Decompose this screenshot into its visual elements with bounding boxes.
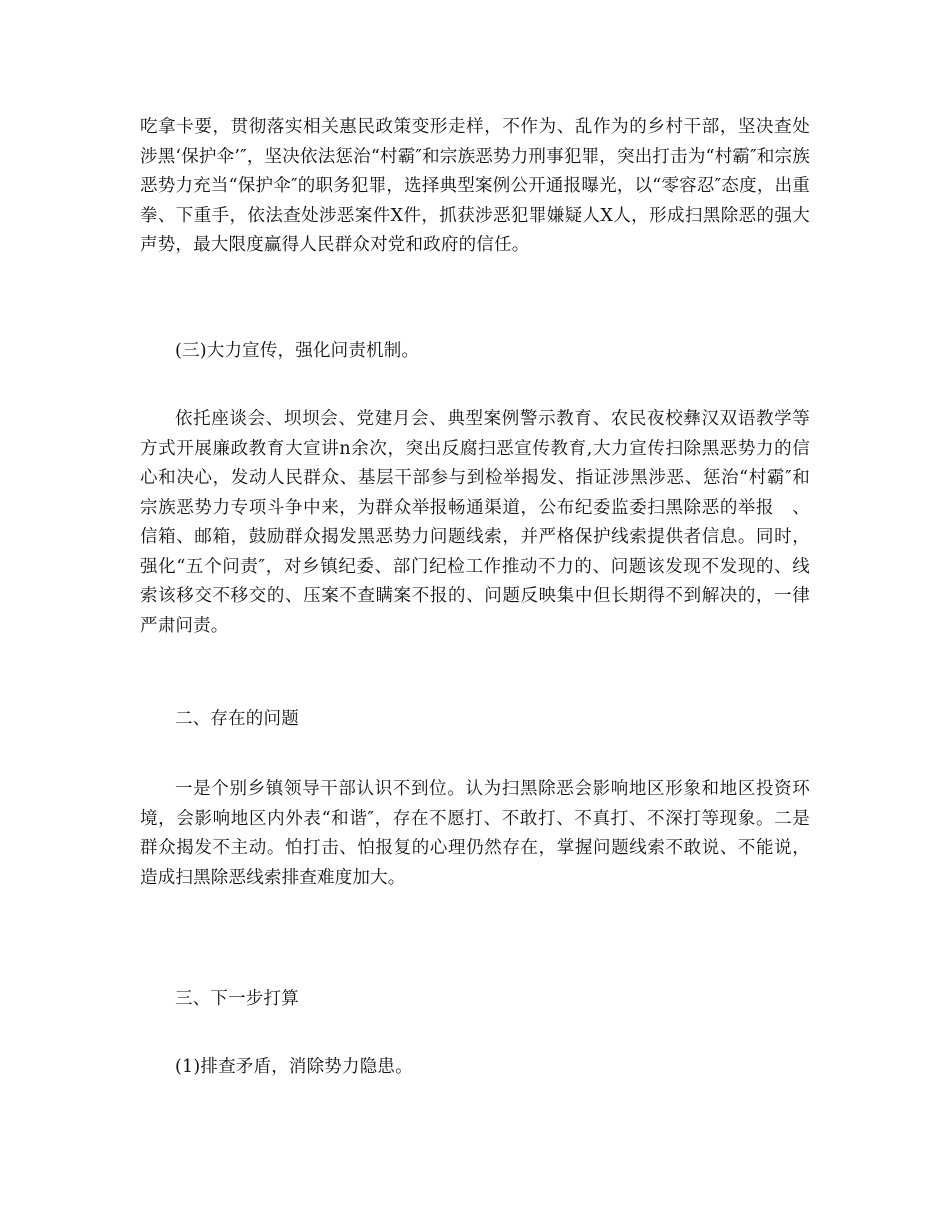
heading-existing-problems: 二、存在的问题 (175, 709, 299, 729)
paragraph-crackdown-results: 吃拿卡要，贯彻落实相关惠民政策变形走样，不作为、乱作为的乡村干部，坚决查处涉黑‘保护伞’″，坚决依法惩治“村霸″和宗族恶势力刑事犯罪，突出打击为“村霸″和宗族恶势力充当“保护伞″的职务犯罪，选择典型案例公开通报曝光，以“零容忍″态度，出重拳、下重手，依法查处涉恶案件X件，抓获涉恶犯罪嫌疑人X人，形成扫黑除恶的强大声势，最大限度赢得人民群众对党和政府的信任。 (140, 117, 810, 255)
paragraph-problems-details: 一是个别乡镇领导干部认识不到位。认为扫黑除恶会影响地区形象和地区投资环境，会影响地区内外表“和谐″，存在不愿打、不敢打、不真打、不深打等现象。二是群众揭发不主动。怕打击、怕报复的心理仍然存在，掌握问题线索不敢说、不能说，造成扫黑除恶线索排查难度加大。 (140, 779, 810, 888)
paragraph-publicity-details: 依托座谈会、坝坝会、党建月会、典型案例警示教育、农民夜校彝汉双语教学等方式开展廉政教育大宣讲n余次，突出反腐扫恶宣传教育,大力宣传扫除黑恶势力的信心和决心，发动人民群众、基层干部参与到检举揭发、指证涉黑涉恶、惩治“村霸″和宗族恶势力专项斗争中来，为群众举报畅通渠道，公布纪委监委扫黑除恶的举报 、信箱、邮箱，鼓励群众揭发黑恶势力问题线索，并严格保护线索提供者信息。同时，强化“五个问责″，对乡镇纪委、部门纪检工作推动不力的、问题该发现不发现的、线索该移交不移交的、压案不查瞒案不报的、问题反映集中但长期得不到解决的，一律严肃问责。 (140, 409, 810, 636)
heading-investigate-conflicts: (1)排查矛盾，消除势力隐患。 (175, 1057, 413, 1077)
heading-next-steps: 三、下一步打算 (175, 989, 299, 1009)
heading-publicity-accountability: (三)大力宣传，强化问责机制。 (175, 341, 420, 361)
